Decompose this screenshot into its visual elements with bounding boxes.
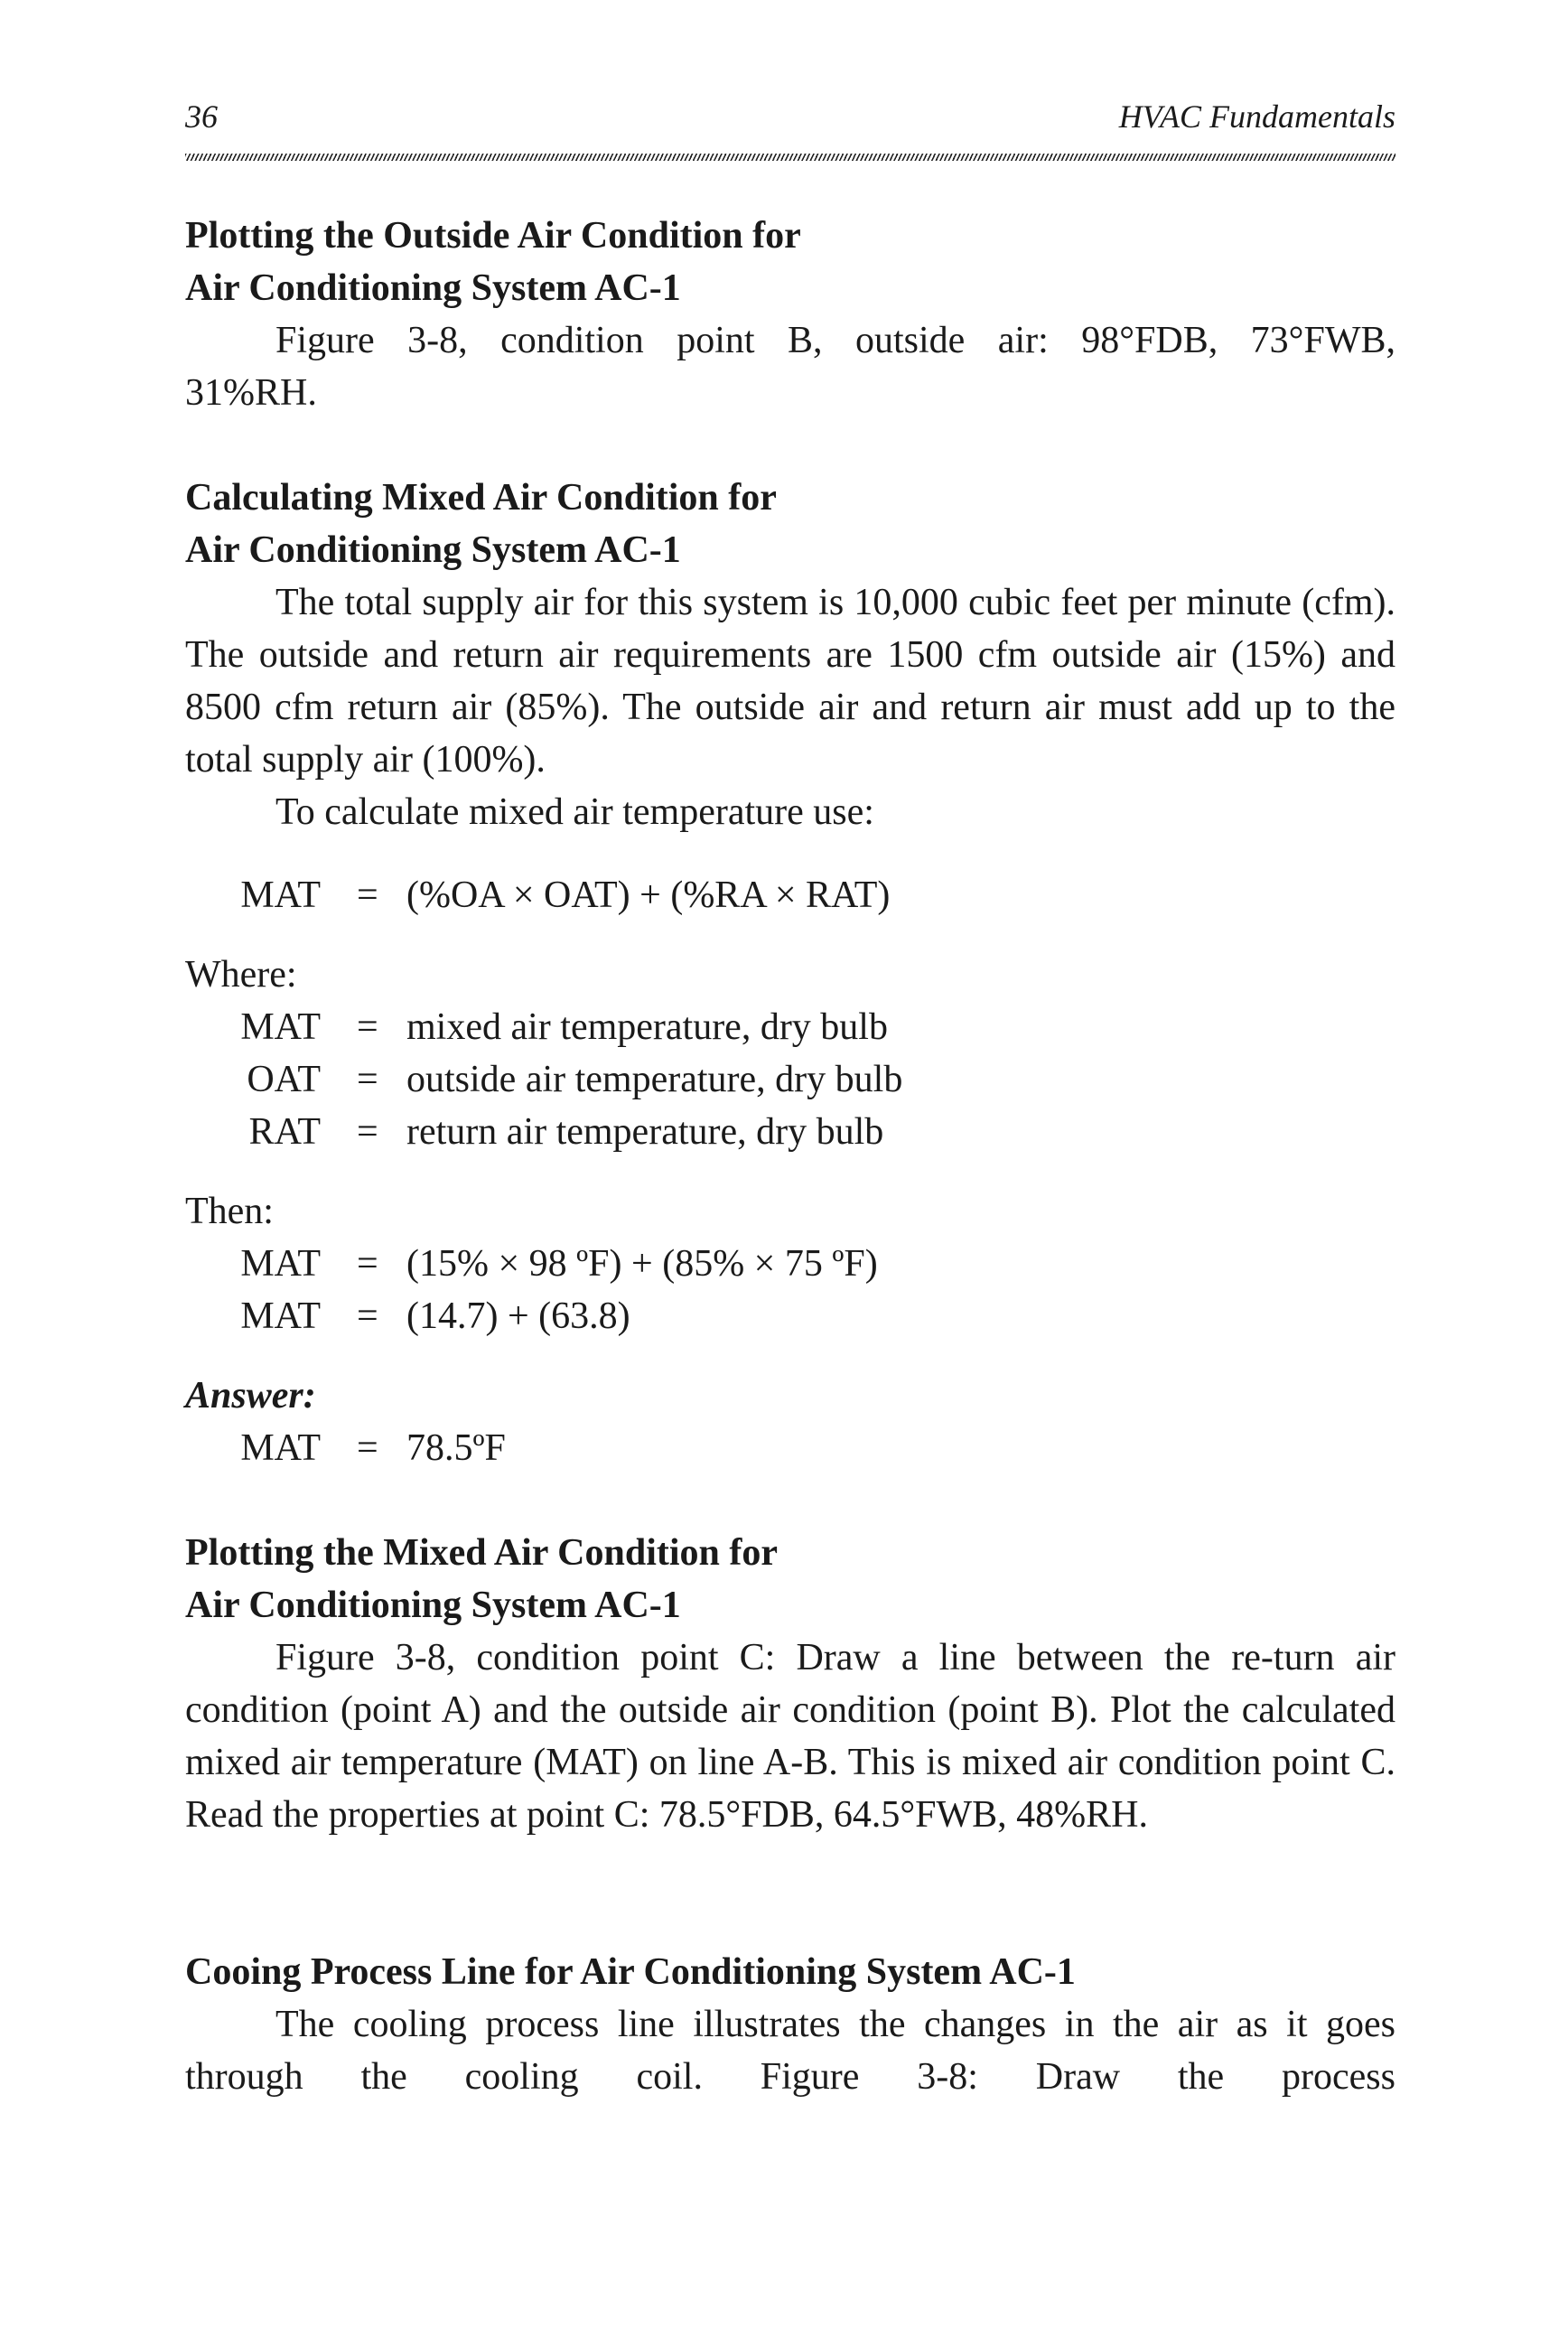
cooling-process-paragraph: The cooling process line illustrates the changes in the air as it goes through the cooling coil. Figure 3-8: Draw the process	[185, 2004, 1395, 2098]
step-expression: (14.7) + (63.8)	[406, 1295, 630, 1337]
then-label: Then:	[185, 1191, 274, 1232]
book-title: HVAC Fundamentals	[1118, 98, 1395, 135]
book-page	[185, 0, 1395, 2347]
step-equals: =	[357, 1243, 378, 1285]
heading-mixed-calc-line2: Air Conditioning System AC-1	[185, 529, 681, 571]
header-rule	[185, 154, 1395, 161]
page-number: 36	[185, 98, 218, 135]
definition-text: mixed air temperature, dry bulb	[406, 1006, 888, 1048]
mixed-calc-instruction: To calculate mixed air temperature use:	[275, 791, 874, 833]
heading-mixed-calc-line1: Calculating Mixed Air Condition for	[185, 477, 777, 519]
heading-outside-air-line2: Air Conditioning System AC-1	[185, 267, 681, 309]
definition-equals: =	[357, 1111, 378, 1153]
heading-mixed-plot-line2: Air Conditioning System AC-1	[185, 1585, 681, 1626]
definition-equals: =	[357, 1059, 378, 1100]
heading-cooling-process: Cooing Process Line for Air Conditioning System AC-1	[185, 1951, 1076, 1993]
formula-term: MAT	[240, 874, 321, 916]
running-head	[185, 98, 1395, 141]
definition-term: OAT	[247, 1059, 321, 1100]
definition-equals: =	[357, 1006, 378, 1048]
heading-outside-air-line1: Plotting the Outside Air Condition for	[185, 215, 801, 257]
where-label: Where:	[185, 954, 297, 996]
formula-equals: =	[357, 874, 378, 916]
step-equals: =	[357, 1295, 378, 1337]
definition-term: MAT	[240, 1006, 321, 1048]
definition-term: RAT	[248, 1111, 321, 1153]
step-term: MAT	[240, 1295, 321, 1337]
mixed-plot-paragraph: Figure 3-8, condition point C: Draw a line between the re-turn air condition (point A) and the outside air condition (point B). Plot the calculated mixed air temperature (MAT) on line A-B. This is mixed air condition point C. Read the properties at point C: 78.5°FDB, 64.5°FWB, 48%RH.	[185, 1637, 1395, 1836]
outside-air-body-line1: Figure 3-8, condition point B, outside air: 98°FDB, 73°FWB,	[275, 320, 1395, 361]
definition-text: outside air temperature, dry bulb	[406, 1059, 903, 1100]
step-expression: (15% × 98 ºF) + (85% × 75 ºF)	[406, 1243, 878, 1285]
formula-expression: (%OA × OAT) + (%RA × RAT)	[406, 874, 891, 916]
answer-label: Answer:	[185, 1375, 316, 1417]
mixed-calc-paragraph: The total supply air for this system is 10,000 cubic feet per minute (cfm). The outside and return air requirements are 1500 cfm outside air (15%) and 8500 cfm return air (85%). The outside air and return air must add up to the total supply air (100%).	[185, 582, 1395, 781]
step-term: MAT	[240, 1243, 321, 1285]
heading-mixed-plot-line1: Plotting the Mixed Air Condition for	[185, 1532, 779, 1574]
definition-text: return air temperature, dry bulb	[406, 1111, 884, 1153]
answer-term: MAT	[240, 1427, 321, 1469]
outside-air-body-line2: 31%RH.	[185, 372, 317, 414]
answer-equals: =	[357, 1427, 378, 1469]
answer-value: 78.5ºF	[406, 1427, 506, 1469]
